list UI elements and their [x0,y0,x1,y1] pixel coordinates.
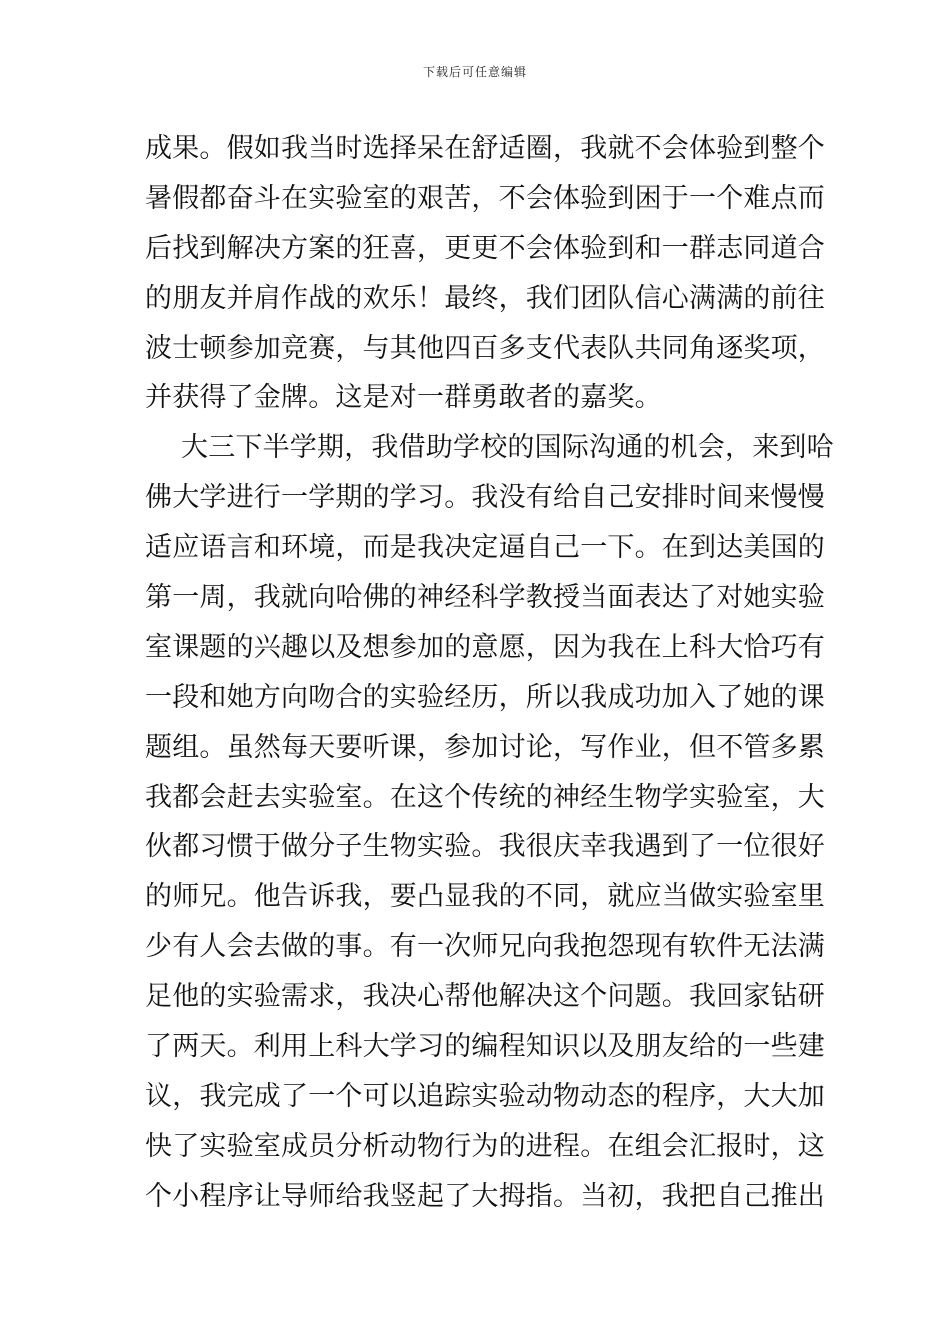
text-line: 佛大学进行一学期的学习。我没有给自己安排时间来慢慢 [145,482,825,514]
body-text [145,124,834,1222]
text-line: 一段和她方向吻合的实验经历，所以我成功加入了她的课 [145,681,825,713]
text-line: 第一周，我就向哈佛的神经科学教授当面表达了对她实验 [145,582,825,614]
page-header: 下载后可任意编辑 [422,65,527,79]
text-line: 暑假都奋斗在实验室的艰苦，不会体验到困于一个难点而 [145,182,825,214]
paragraph-first-line: 大三下半学期，我借助学校的国际沟通的机会，来到哈 [181,432,834,464]
text-line: 足他的实验需求，我决心帮他解决这个问题。我回家钻研 [145,981,825,1013]
text-line: 并获得了金牌。这是对一群勇敢者的嘉奖。 [145,382,662,414]
text-line: 题组。虽然每天要听课，参加讨论，写作业，但不管多累 [145,731,825,763]
text-line: 个小程序让导师给我竖起了大拇指。当初，我把自己推出 [145,1180,825,1212]
text-line: 议，我完成了一个可以追踪实验动物动态的程序，大大加 [145,1080,825,1112]
text-line: 快了实验室成员分析动物行为的进程。在组会汇报时，这 [145,1130,825,1162]
text-line: 室课题的兴趣以及想参加的意愿，因为我在上科大恰巧有 [145,631,825,663]
text-line: 波士顿参加竞赛，与其他四百多支代表队共同角逐奖项， [145,332,825,364]
text-line: 少有人会去做的事。有一次师兄向我抱怨现有软件无法满 [145,931,825,963]
text-line: 适应语言和环境，而是我决定逼自己一下。在到达美国的 [145,532,825,564]
text-line: 我都会赶去实验室。在这个传统的神经生物学实验室，大 [145,781,825,813]
text-line: 伙都习惯于做分子生物实验。我很庆幸我遇到了一位很好 [145,831,825,863]
text-line: 的师兄。他告诉我，要凸显我的不同，就应当做实验室里 [145,881,825,913]
text-line: 的朋友并肩作战的欢乐！最终，我们团队信心满满的前往 [145,282,825,314]
text-line: 成果。假如我当时选择呆在舒适圈，我就不会体验到整个 [145,133,825,164]
text-line: 了两天。利用上科大学习的编程知识以及朋友给的一些建 [145,1031,825,1063]
text-line: 后找到解决方案的狂喜，更更不会体验到和一群志同道合 [145,232,825,264]
